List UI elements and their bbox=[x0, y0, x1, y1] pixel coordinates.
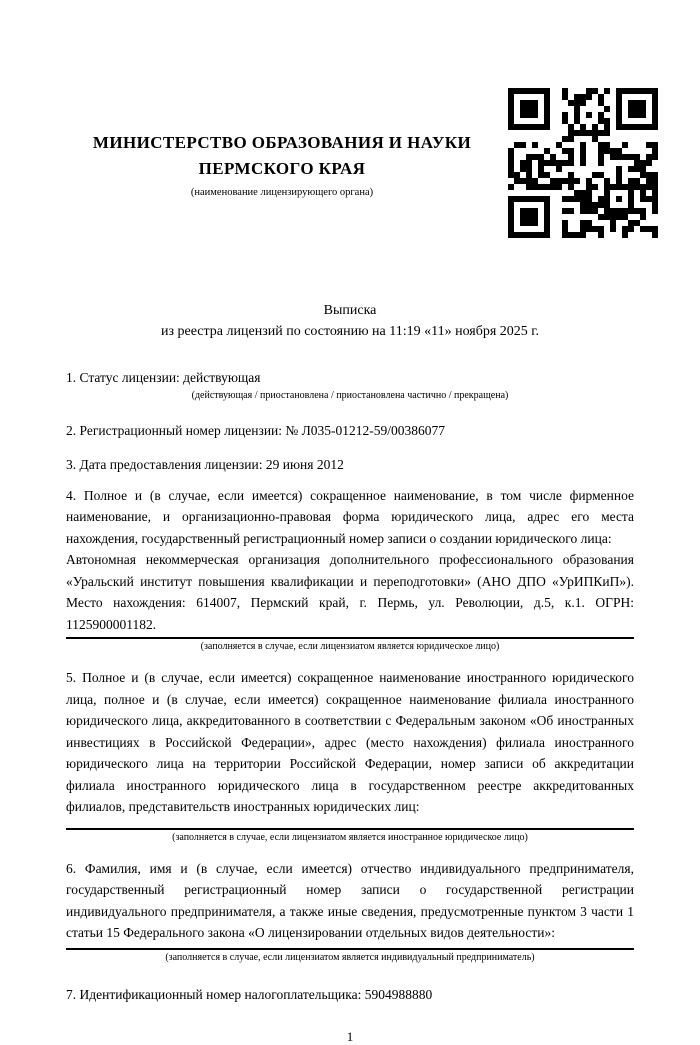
item-registration-number bbox=[66, 420, 634, 442]
ministry-name-line2: ПЕРМСКОГО КРАЯ bbox=[198, 159, 366, 178]
qr-code bbox=[508, 88, 658, 238]
foreign-entity-caption: (заполняется в случае, если лицензиатом является иностранное юридическое лицо) bbox=[172, 831, 528, 843]
item-legal-entity bbox=[66, 485, 634, 655]
grant-date-text: 3. Дата предоставления лицензии: 29 июня 2012 bbox=[66, 457, 344, 472]
ministry-caption: (наименование лицензирующего органа) bbox=[190, 187, 374, 198]
item-license-status bbox=[66, 367, 634, 403]
taxpayer-number-text: 7. Идентификационный номер налогоплательщика: 5904988880 bbox=[66, 986, 433, 1002]
item-taxpayer-number bbox=[66, 984, 634, 1006]
individual-entrepreneur-question: 6. Фамилия, имя и (в случае, если имеется) отчество индивидуального предпринимателя, государственный регистрационный номер записи о государственной регистрации индивидуального предпринимателя, а также иные сведения, предусмотренные пунктом 3 части 1 статьи 15 Федерального закона «О лицензировании отдельных видов деятельности»: bbox=[66, 860, 634, 940]
item-grant-date bbox=[66, 454, 634, 476]
individual-entrepreneur-caption: (заполняется в случае, если лицензиатом является индивидуальный предприниматель) bbox=[165, 951, 535, 963]
foreign-entity-question: 5. Полное и (в случае, если имеется) сокращенное наименование иностранного юридического лица, полное и (в случае, если имеется) сокращенное наименование филиала иностранного юридического лица, аккредитованного в соответствии с Федеральным законом «Об иностранных инвестициях в Российской Федерации», адрес (место нахождения) филиала иностранного юридического лица на территории Российской Федерации, номер записи об аккредитации филиала иностранного юридического лица в государственном реестре аккредитованных филиалов, представительств иностранных юридических лиц: bbox=[66, 670, 634, 814]
fill-in-rule bbox=[66, 828, 634, 830]
fill-in-rule bbox=[66, 948, 634, 950]
document-header bbox=[66, 0, 662, 242]
document-title: Выписка bbox=[323, 303, 377, 318]
legal-entity-caption: (заполняется в случае, если лицензиатом является юридическое лицо) bbox=[200, 641, 500, 652]
document-body bbox=[66, 367, 634, 1005]
licensing-authority bbox=[66, 84, 498, 198]
item-individual-entrepreneur bbox=[66, 858, 634, 965]
fill-in-rule bbox=[66, 637, 634, 639]
qr-code-container bbox=[504, 84, 662, 242]
page-number: 1 bbox=[346, 1029, 354, 1044]
ministry-name-line1: МИНИСТЕРСТВО ОБРАЗОВАНИЯ И НАУКИ bbox=[92, 133, 472, 152]
registration-number-text: 2. Регистрационный номер лицензии: № Л035-01212-59/00386077 bbox=[66, 422, 446, 438]
item-foreign-entity bbox=[66, 667, 634, 845]
legal-entity-question: 4. Полное и (в случае, если имеется) сокращенное наименование, в том числе фирменное наименование, и организационно-правовая форма юридического лица, адрес его места нахождения, государственный регистрационный номер записи о создании юридического лица: bbox=[66, 487, 634, 546]
document-title-block bbox=[0, 300, 700, 342]
legal-entity-answer: Автономная некоммерческая организация дополнительного профессионального образования «Уральский институт повышения квалификации и переподготовки» (АНО ДПО «УрИПКиП»). Место нахождения: 614007, Пермский край, г. Пермь, ул. Революции, д.5, к.1. ОГРН: 1125900001182. bbox=[66, 552, 634, 632]
document-subtitle: из реестра лицензий по состоянию на 11:19 «11» ноября 2025 г. bbox=[161, 324, 539, 339]
license-status-text: 1. Статус лицензии: действующая bbox=[66, 370, 261, 385]
license-status-options-caption: (действующая / приостановлена / приостановлена частично / прекращена) bbox=[191, 389, 509, 401]
